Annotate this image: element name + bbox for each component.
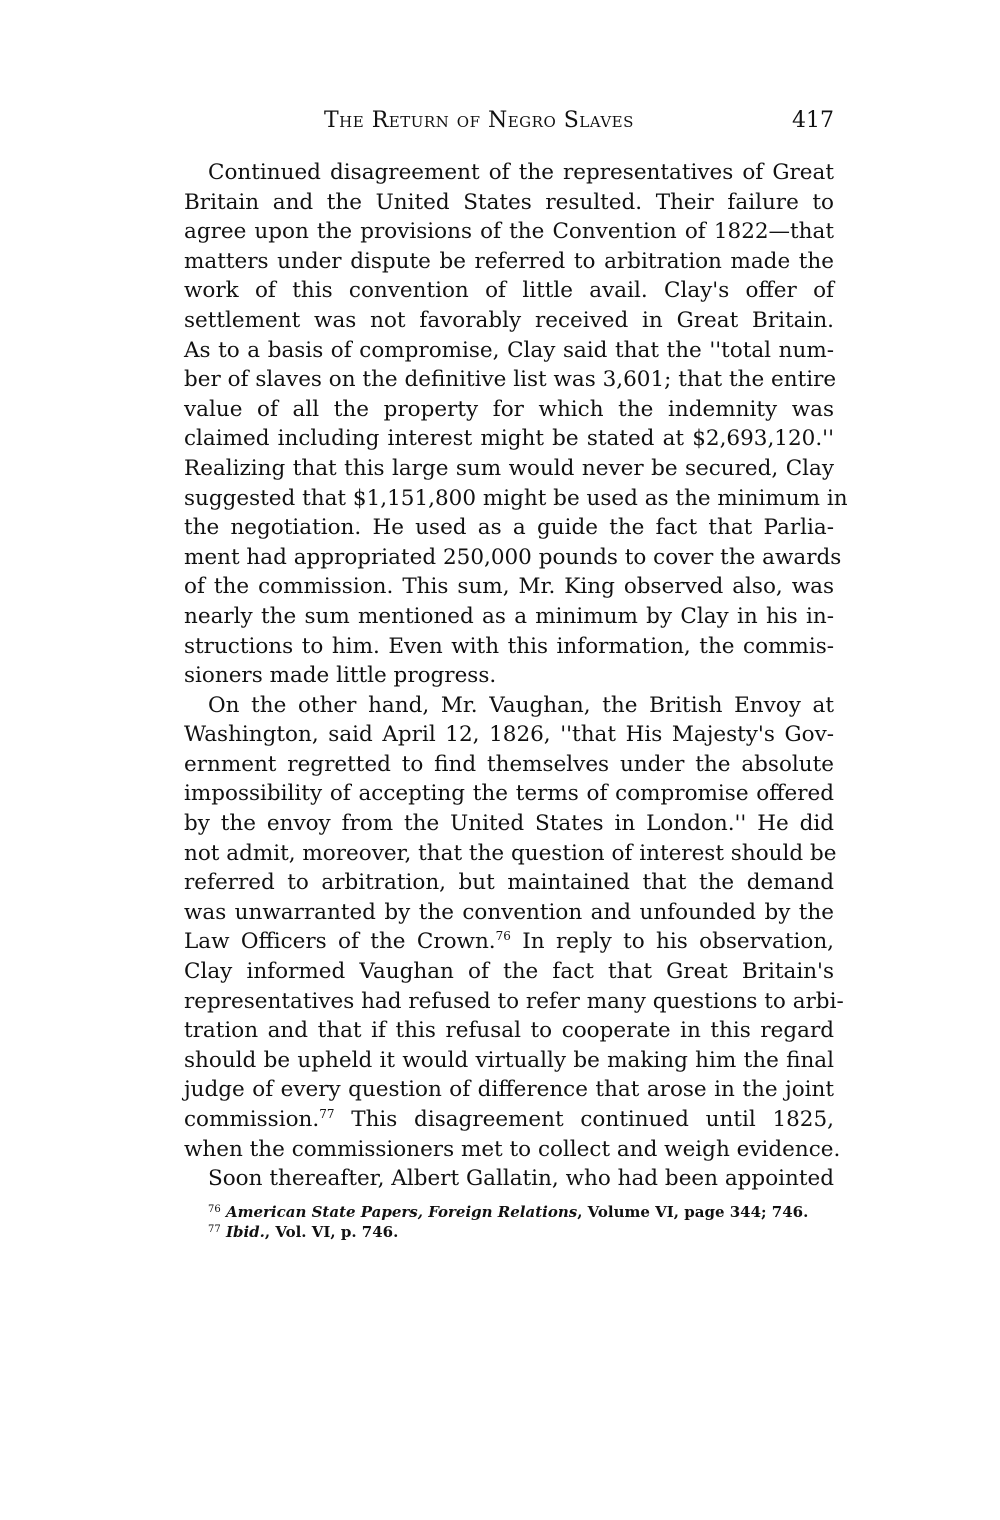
line-text: This disagreement continued until 1825, [334,1107,834,1132]
line-text: tration and that if this refusal to cooperate in this regard [184,1018,834,1044]
line-text: agree upon the provisions of the Convention of 1822—that [184,219,834,245]
line-text: commission. [184,1107,320,1132]
line-text: structions to him. Even with this information, the commis- [184,633,834,659]
line-text: impossibility of accepting the terms of compromise offered [184,781,834,807]
running-title: The Return of Negro Slaves [324,108,634,133]
text-line [184,336,834,366]
line-text: nearly the sum mentioned as a minimum by Clay in his in- [184,603,834,629]
line-text: On the other hand, Mr. Vaughan, the British Envoy at [208,692,834,718]
text-line [184,217,834,247]
text-line [184,602,834,632]
text-line [184,720,834,750]
line-text: representatives had refused to refer many questions to arbi- [184,988,844,1014]
line-text: judge of every question of difference that arose in the joint [184,1077,834,1103]
text-line [184,188,834,218]
footnote [208,1202,838,1222]
line-text: should be upheld it would virtually be making him the final [184,1047,834,1073]
line-text: Washington, said April 12, 1826, ''that His Majesty's Gov- [184,722,834,748]
line-text: was unwarranted by the convention and unfounded by the [184,899,834,925]
text-line [184,1075,834,1105]
footnote-ref: 77 [319,1107,335,1121]
text-line [184,661,834,691]
running-header [184,108,834,138]
text-line [184,898,834,928]
text-line [184,1164,834,1194]
text-line [184,306,834,336]
line-text: Britain and the United States resulted. Their failure to [184,189,834,215]
footnote [208,1222,838,1242]
line-text: matters under dispute be referred to arbitration made the [184,248,834,274]
line-text: value of all the property for which the indemnity was [184,396,834,422]
text-line [184,1046,834,1076]
text-line [184,454,834,484]
text-line [184,247,834,277]
line-text: ment had appropriated 250,000 pounds to cover the awards [184,544,842,570]
text-line [184,779,834,809]
footnote-source: American State Papers, Foreign Relations [225,1203,578,1221]
text-line [184,868,834,898]
line-text: of the commission. This sum, Mr. King observed also, was [184,574,834,600]
footnotes [208,1202,838,1242]
footnote-ref: 76 [495,929,511,944]
line-text: Law Officers of the Crown. [184,929,496,955]
footnote-mark: 77 [208,1224,221,1235]
text-line [184,1016,834,1046]
line-text: settlement was not favorably received in Great Britain. [184,307,834,333]
text-line [184,1105,834,1135]
text-line [184,572,834,602]
line-text: work of this convention of little avail. Clay's offer of [184,278,834,304]
footnote-text: , Volume VI, page 344; 746. [577,1203,809,1221]
text-line [184,276,834,306]
text-line [184,424,834,454]
text-line [184,750,834,780]
line-text: ernment regretted to find themselves under the absolute [184,751,834,777]
line-text: sioners made little progress. [184,663,497,689]
footnote-mark: 76 [208,1204,221,1215]
text-line [184,484,848,514]
line-text: Realizing that this large sum would never be secured, Clay [184,455,834,481]
text-line [184,957,834,987]
line-text: Clay informed Vaughan of the fact that Great Britain's [184,959,834,985]
text-line [184,927,834,957]
text-line [184,158,834,188]
line-text: suggested that $1,151,800 might be used as the minimum in [184,485,848,511]
body-text [184,158,848,1194]
text-line [184,691,834,721]
footnote-source: Ibid. [225,1223,265,1241]
text-line [184,809,834,839]
line-text: Continued disagreement of the representatives of Great [208,160,834,185]
line-text: Soon thereafter, Albert Gallatin, who had been appointed [208,1166,834,1192]
text-line [184,395,834,425]
line-text: when the commissioners met to collect and weigh evidence. [184,1136,841,1162]
text-line [184,365,837,395]
line-text: As to a basis of compromise, Clay said that the ''total num- [184,337,834,363]
line-text: by the envoy from the United States in London.'' He did [184,811,834,837]
text-line [184,987,844,1017]
line-text: ber of slaves on the definitive list was 3,601; that the entire [184,367,837,393]
text-line [184,839,837,869]
line-text: claimed including interest might be stated at $2,693,120.'' [184,426,834,452]
line-text: referred to arbitration, but maintained that the demand [184,870,834,896]
text-line [184,543,842,573]
page-number: 417 [792,108,834,133]
text-line [184,513,834,543]
line-text: not admit, moreover, that the question of interest should be [184,840,837,866]
line-text: In reply to his observation, [510,929,834,955]
line-text: the negotiation. He used as a guide the fact that Parlia- [184,515,834,541]
footnote-text: , Vol. VI, p. 746. [264,1223,399,1241]
text-line [184,1135,841,1165]
text-line [184,632,834,662]
